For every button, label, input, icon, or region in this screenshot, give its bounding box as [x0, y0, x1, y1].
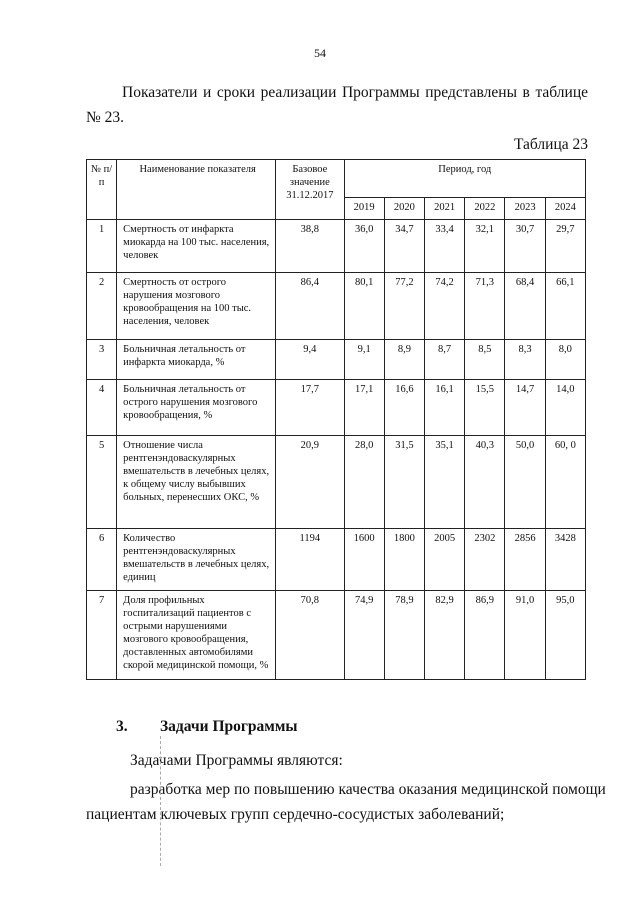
paragraph-2: разработка мер по повышению качества оказания медицинской помощи	[130, 781, 606, 798]
header-year: 2022	[465, 198, 505, 220]
year-value: 68,4	[505, 273, 545, 340]
header-num: № п/п	[87, 160, 117, 220]
year-value: 74,2	[425, 273, 465, 340]
base-value: 1194	[276, 529, 344, 591]
year-value: 74,9	[344, 591, 384, 680]
year-value: 40,3	[465, 436, 505, 529]
year-value: 8,7	[425, 340, 465, 380]
table-row	[87, 529, 586, 591]
year-value: 34,7	[384, 220, 424, 273]
base-value: 70,8	[276, 591, 344, 680]
table-row	[87, 591, 586, 680]
year-value: 32,1	[465, 220, 505, 273]
base-value: 9,4	[276, 340, 344, 380]
indicator-name: Доля профильных госпитализаций пациентов с острыми нарушениями мозгового кровообращения, доставленных автомобилями скорой медицинской помощи, %	[117, 591, 276, 680]
page-number: 54	[314, 46, 326, 60]
year-value: 17,1	[344, 380, 384, 436]
row-number: 6	[87, 529, 117, 591]
base-value: 20,9	[276, 436, 344, 529]
year-value: 91,0	[505, 591, 545, 680]
year-value: 16,6	[384, 380, 424, 436]
year-value: 1600	[344, 529, 384, 591]
year-value: 78,9	[384, 591, 424, 680]
year-value: 80,1	[344, 273, 384, 340]
year-value: 8,9	[384, 340, 424, 380]
year-value: 3428	[545, 529, 585, 591]
row-number: 3	[87, 340, 117, 380]
year-value: 16,1	[425, 380, 465, 436]
year-value: 31,5	[384, 436, 424, 529]
row-number: 1	[87, 220, 117, 273]
year-value: 66,1	[545, 273, 585, 340]
section-heading	[116, 718, 298, 736]
indicator-name: Количество рентгенэндоваскулярных вмешательств в лечебных целях, единиц	[117, 529, 276, 591]
header-year: 2019	[344, 198, 384, 220]
section-number: 3.	[116, 718, 128, 735]
indicator-name: Отношение числа рентгенэндоваскулярных вмешательств в лечебных целях, к общему числу выбывших больных, перенесших ОКС, %	[117, 436, 276, 529]
header-year: 2024	[545, 198, 585, 220]
year-value: 82,9	[425, 591, 465, 680]
year-value: 14,0	[545, 380, 585, 436]
indicator-name: Смертность от инфаркта миокарда на 100 тыс. населения, человек	[117, 220, 276, 273]
row-number: 4	[87, 380, 117, 436]
section-title: Задачи Программы	[160, 718, 298, 735]
year-value: 15,5	[465, 380, 505, 436]
year-value: 8,5	[465, 340, 505, 380]
table-row	[87, 436, 586, 529]
intro-text-line2: № 23.	[86, 109, 125, 126]
year-value: 29,7	[545, 220, 585, 273]
header-year: 2020	[384, 198, 424, 220]
year-value: 71,3	[465, 273, 505, 340]
year-value: 77,2	[384, 273, 424, 340]
year-value: 1800	[384, 529, 424, 591]
table-caption: Таблица 23	[513, 136, 588, 153]
year-value: 2856	[505, 529, 545, 591]
year-value: 2005	[425, 529, 465, 591]
indicator-name: Смертность от острого нарушения мозгового кровообращения на 100 тыс. населения, человек	[117, 273, 276, 340]
indicator-name: Больничная летальность от инфаркта миокарда, %	[117, 340, 276, 380]
year-value: 2302	[465, 529, 505, 591]
year-value: 28,0	[344, 436, 384, 529]
header-year: 2021	[425, 198, 465, 220]
header-period: Период, год	[344, 160, 585, 198]
base-value: 17,7	[276, 380, 344, 436]
year-value: 35,1	[425, 436, 465, 529]
scan-margin-mark	[160, 736, 161, 866]
intro-text-line1: Показатели и сроки реализации Программы представлены в таблице	[122, 84, 588, 101]
table-row	[87, 220, 586, 273]
year-value: 9,1	[344, 340, 384, 380]
paragraph-3: пациентам ключевых групп сердечно-сосудистых заболеваний;	[86, 806, 505, 823]
table-row	[87, 340, 586, 380]
row-number: 5	[87, 436, 117, 529]
indicators-table	[86, 159, 586, 680]
indicator-name: Больничная летальность от острого нарушения мозгового кровообращения, %	[117, 380, 276, 436]
year-value: 86,9	[465, 591, 505, 680]
header-base: Базовое значение 31.12.2017	[276, 160, 344, 220]
row-number: 7	[87, 591, 117, 680]
base-value: 86,4	[276, 273, 344, 340]
year-value: 60, 0	[545, 436, 585, 529]
row-number: 2	[87, 273, 117, 340]
year-value: 8,0	[545, 340, 585, 380]
header-name: Наименование показателя	[117, 160, 276, 220]
table-header-row	[87, 160, 586, 198]
year-value: 33,4	[425, 220, 465, 273]
table-row	[87, 380, 586, 436]
base-value: 38,8	[276, 220, 344, 273]
year-value: 14,7	[505, 380, 545, 436]
year-value: 8,3	[505, 340, 545, 380]
year-value: 95,0	[545, 591, 585, 680]
paragraph-1: Задачами Программы являются:	[130, 752, 343, 769]
year-value: 36,0	[344, 220, 384, 273]
table-row	[87, 273, 586, 340]
year-value: 30,7	[505, 220, 545, 273]
header-year: 2023	[505, 198, 545, 220]
year-value: 50,0	[505, 436, 545, 529]
